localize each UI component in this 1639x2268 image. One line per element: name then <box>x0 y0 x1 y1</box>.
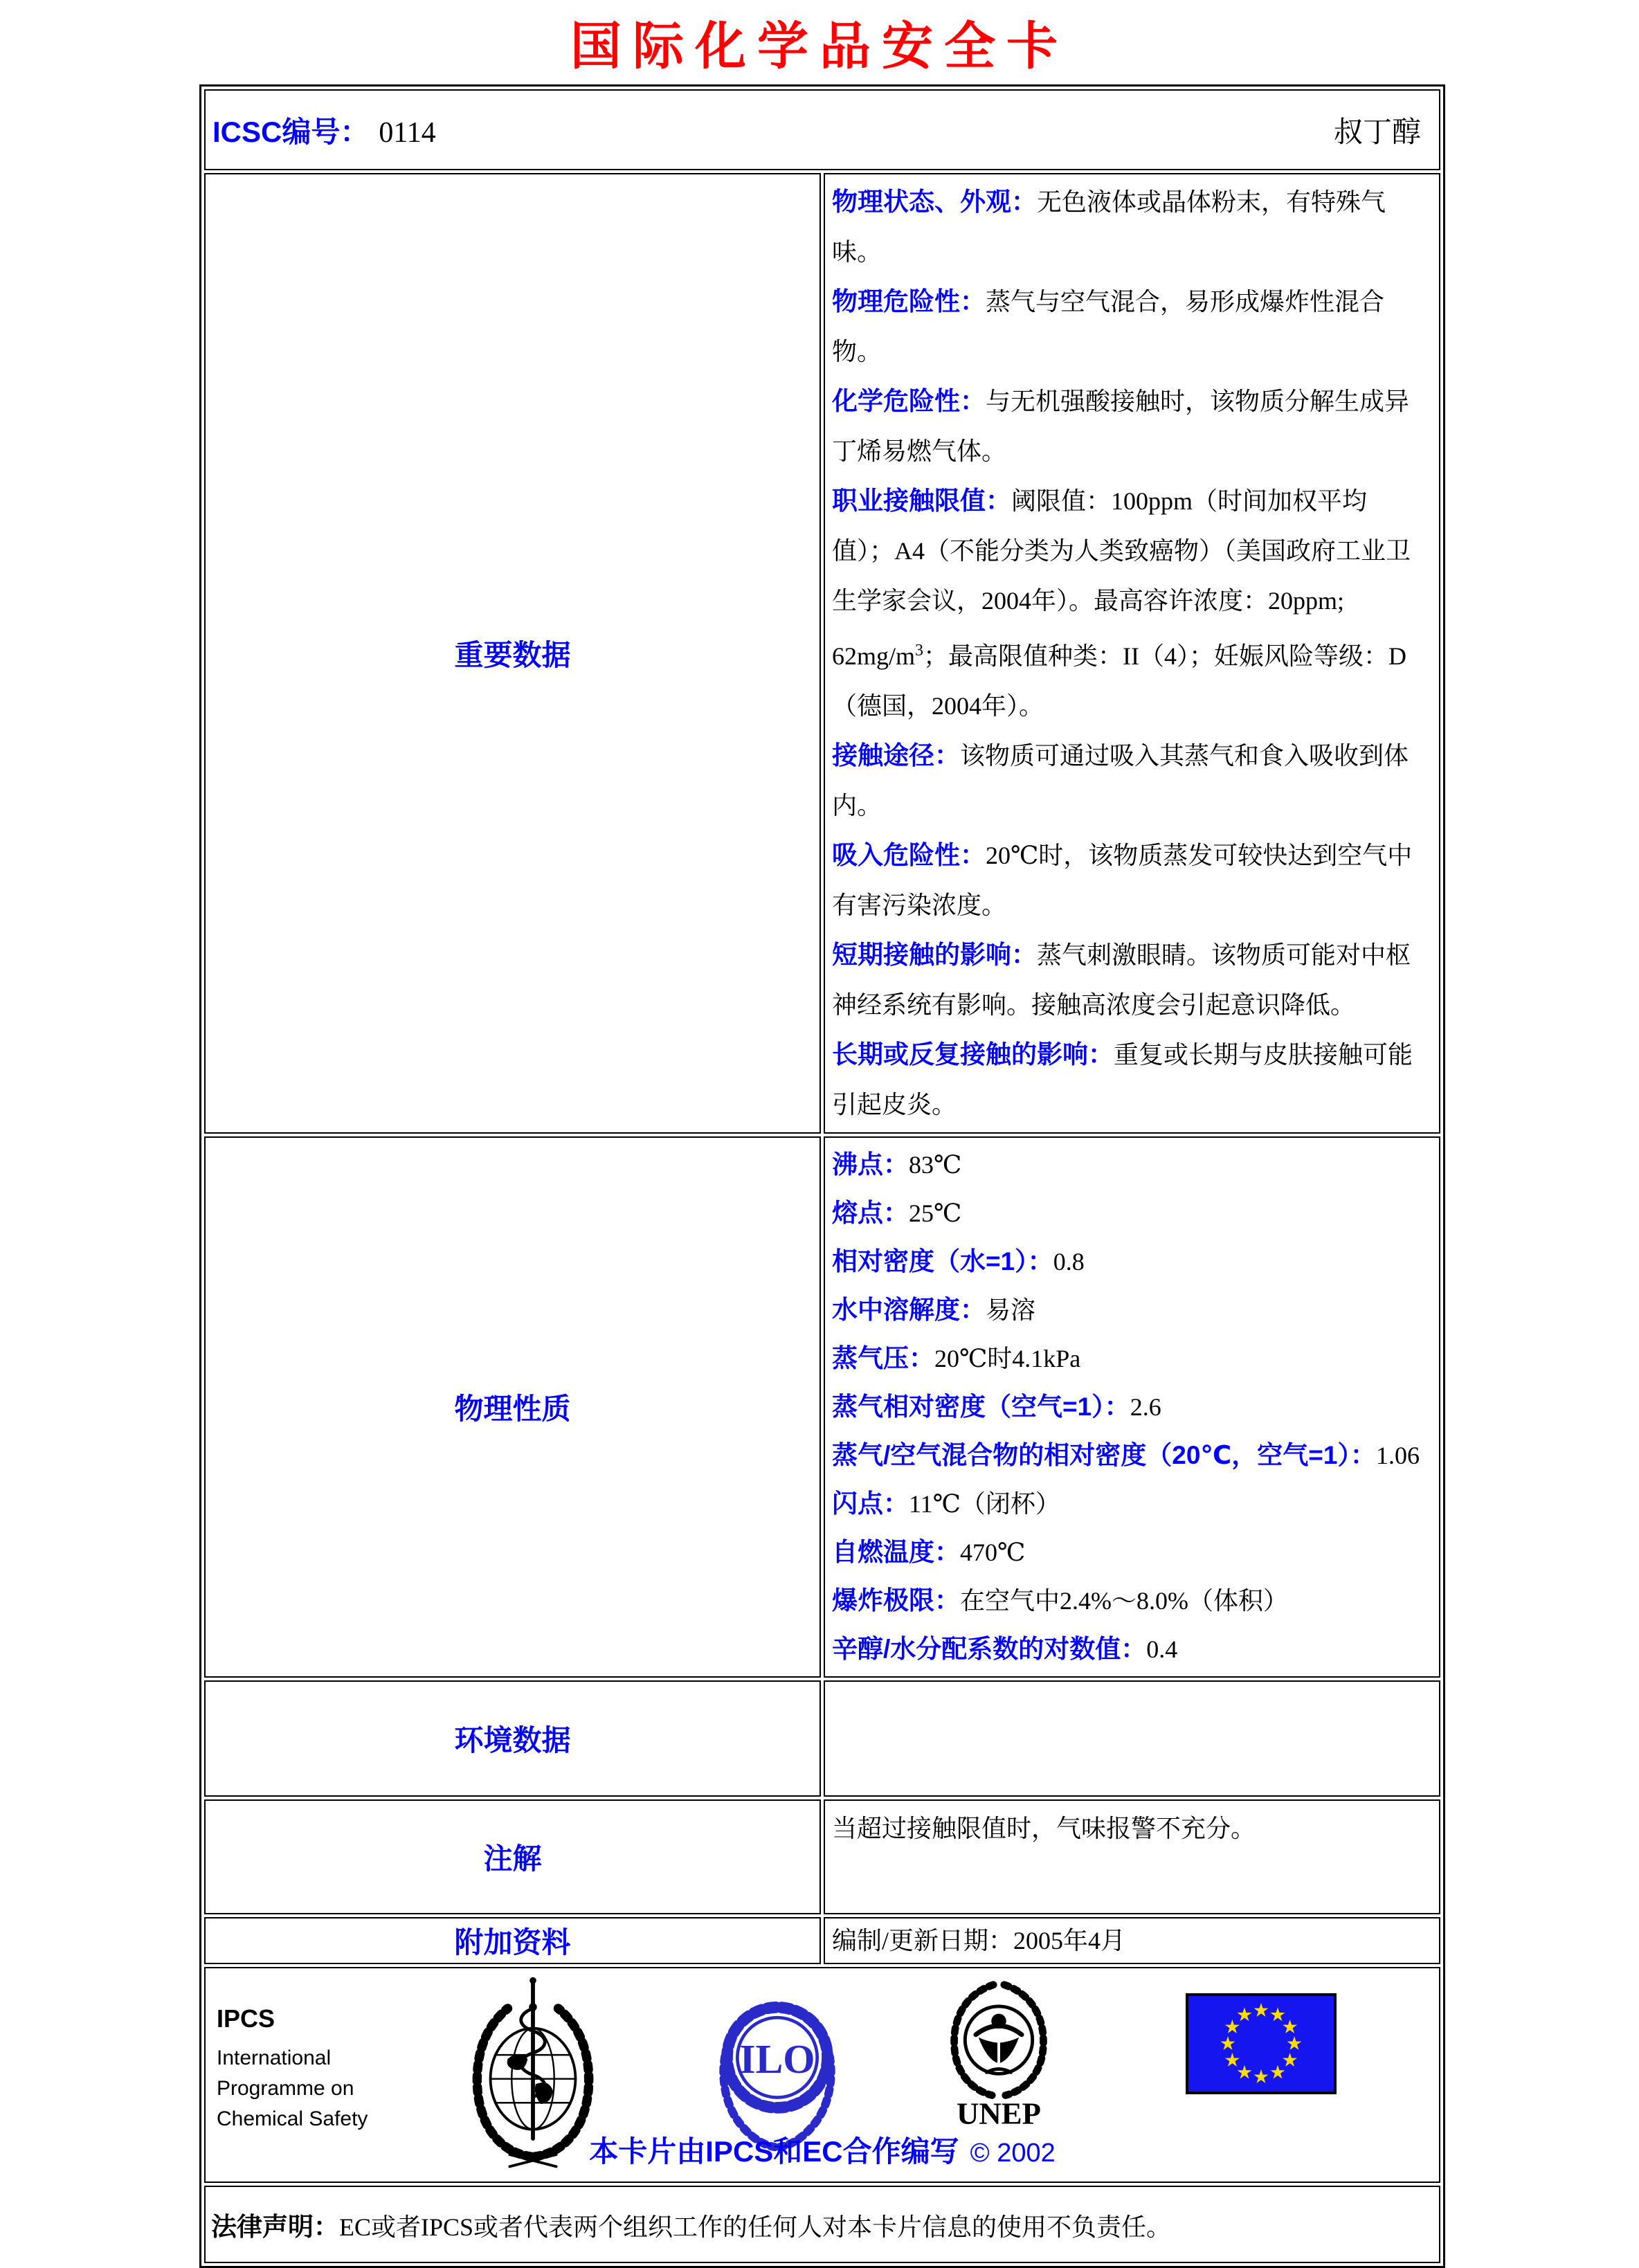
field-water-solubility: 水中溶解度：易溶 <box>832 1296 1036 1324</box>
field-short-term-effects: 短期接触的影响：蒸气刺激眼睛。该物质可能对中枢神经系统有影响。接触高浓度会引起意识降低。 <box>832 941 1411 1019</box>
credit-line <box>206 2129 1439 2170</box>
ipcs-line-1: International <box>217 2047 332 2069</box>
notes-content <box>824 1799 1440 1914</box>
field-relative-density: 相对密度（水=1）：0.8 <box>832 1247 1085 1276</box>
physical-properties-row <box>204 1136 1440 1678</box>
field-autoignition-temperature: 自燃温度：470℃ <box>832 1538 1026 1566</box>
row-label-environmental-data: 环境数据 <box>454 1724 571 1757</box>
field-inhalation-risk: 吸入危险性：20℃时，该物质蒸发可较快达到空气中有害污染浓度。 <box>832 841 1413 919</box>
field-vapour-relative-density: 蒸气相对密度（空气=1）：2.6 <box>832 1392 1161 1421</box>
legal-notice-text: EC或者IPCS或者代表两个组织工作的任何人对本卡片信息的使用不负责任。 <box>339 2213 1172 2241</box>
page-title: 国际化学品安全卡 <box>570 19 1069 75</box>
field-physical-hazards: 物理危险性：蒸气与空气混合，易形成爆炸性混合物。 <box>832 287 1385 365</box>
unep-logo-icon <box>945 1978 1053 2133</box>
ipcs-text-block <box>217 2004 368 2134</box>
physical-properties-content <box>824 1136 1440 1678</box>
field-flash-point: 闪点：11℃（闭杯） <box>832 1489 1060 1518</box>
header-row <box>204 89 1440 170</box>
header-cell <box>204 89 1440 170</box>
important-data-label-cell <box>204 173 821 1134</box>
notes-label-cell <box>204 1799 821 1914</box>
row-label-additional-info: 附加资料 <box>454 1926 571 1959</box>
logos-cell <box>204 1967 1440 2183</box>
field-occupational-exposure-limits: 职业接触限值：阈限值：100ppm（时间加权平均值）；A4（不能分类为人类致癌物）（美国政府工业卫生学家会议，2004年）。最高容许浓度：20ppm; $62mg/m^3$；最高限值种类：II（4）；妊娠风险等级：D（德国，2004年）。 <box>832 487 1411 720</box>
superscript-3: 3 <box>915 642 924 660</box>
additional-info-text: 编制/更新日期：2005年4月 <box>832 1927 1126 1954</box>
field-chemical-hazards: 化学危险性：与无机强酸接触时，该物质分解生成异丁烯易燃气体。 <box>832 387 1410 465</box>
physical-properties-label-cell <box>204 1136 821 1678</box>
icsc-number-value: 0114 <box>379 116 436 149</box>
legal-notice-cell <box>204 2186 1440 2263</box>
row-label-physical-properties: 物理性质 <box>454 1392 571 1425</box>
svg-text:ILO: ILO <box>739 2036 815 2083</box>
logos-row <box>204 1967 1440 2183</box>
environmental-data-content <box>824 1680 1440 1797</box>
field-melting-point: 熔点：25℃ <box>832 1199 962 1227</box>
field-long-term-effects: 长期或反复接触的影响：重复或长期与皮肤接触可能引起皮炎。 <box>832 1040 1413 1118</box>
chemical-name: 叔丁醇 <box>1333 116 1421 149</box>
field-vapour-pressure: 蒸气压：20℃时4.1kPa <box>832 1344 1081 1372</box>
header-flex <box>212 109 1421 151</box>
row-label-notes: 注解 <box>483 1842 542 1875</box>
field-routes-of-exposure: 接触途径：该物质可通过吸入其蒸气和食入吸收到体内。 <box>832 741 1409 819</box>
unep-logo-text: UNEP <box>957 2096 1041 2131</box>
additional-info-content <box>824 1917 1440 1964</box>
field-octanol-water-partition: 辛醇/水分配系数的对数值：0.4 <box>832 1635 1178 1663</box>
credit-text: 本卡片由IPCS和EC合作编写 <box>589 2135 959 2168</box>
field-boiling-point: 沸点：83℃ <box>832 1150 962 1179</box>
ipcs-acronym: IPCS <box>217 2004 275 2033</box>
ipcs-line-2: Programme on <box>217 2077 354 2100</box>
legal-notice-row <box>204 2186 1440 2263</box>
ipcs-line-3: Chemical Safety <box>217 2107 368 2130</box>
row-label-important-data: 重要数据 <box>454 639 571 671</box>
legal-notice-label: 法律声明： <box>211 2213 339 2241</box>
icsc-number-field <box>212 109 436 151</box>
field-vapour-air-mixture-density: 蒸气/空气混合物的相对密度（20℃，空气=1）：1.06 <box>832 1441 1420 1469</box>
important-data-content <box>824 173 1440 1134</box>
copyright-text: © 2002 <box>970 2139 1056 2168</box>
environmental-data-label-cell <box>204 1680 821 1797</box>
icsc-number-label: ICSC编号： <box>212 115 370 148</box>
notes-row <box>204 1799 1440 1914</box>
additional-info-label-cell <box>204 1917 821 1964</box>
icsc-card-table <box>199 84 1445 2268</box>
field-physical-state-appearance: 物理状态、外观：无色液体或晶体粉末，有特殊气味。 <box>832 188 1386 266</box>
environmental-data-row <box>204 1680 1440 1797</box>
additional-info-row <box>204 1917 1440 1964</box>
important-data-row <box>204 173 1440 1134</box>
eu-flag-icon <box>1186 1993 1337 2094</box>
notes-text: 当超过接触限值时，气味报警不充分。 <box>832 1815 1256 1842</box>
field-explosive-limits: 爆炸极限：在空气中2.4%～8.0%（体积） <box>832 1586 1288 1615</box>
